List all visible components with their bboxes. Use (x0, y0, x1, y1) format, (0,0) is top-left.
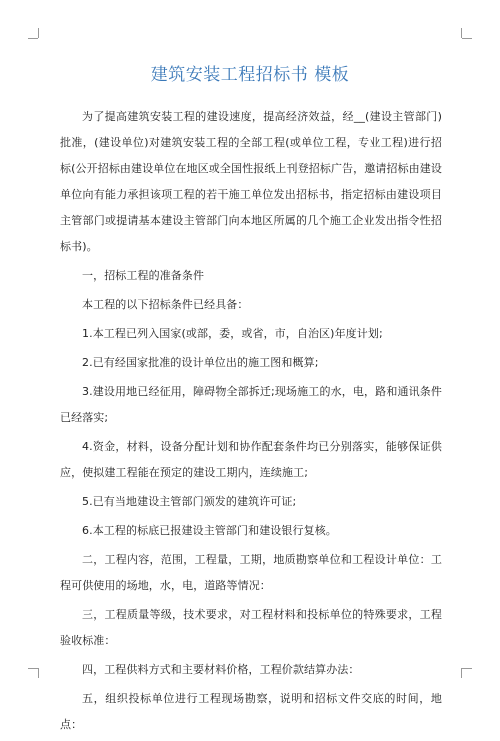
section-heading-1: 一，招标工程的准备条件 (82, 269, 205, 282)
crop-mark-bottom-right-v (461, 668, 462, 678)
list-item: 4.资金，材料，设备分配计划和协作配套条件均已分别落实，能够保证供应，使拟建工程能在预定的建设工期内，连续施工; (60, 440, 442, 479)
list-item: 2.已有经国家批准的设计单位出的施工图和概算; (82, 356, 319, 369)
section-heading-2: 二，工程内容，范围，工程量，工期，地质勘察单位和工程设计单位：工程可供使用的场地，水，电，道路等情况： (60, 553, 442, 592)
paragraph: 本工程的以下招标条件已经具备： (82, 298, 249, 311)
document-title: 建筑安装工程招标书 模板 (150, 65, 350, 85)
section-heading-5: 五，组织投标单位进行工程现场勘察，说明和招标文件交底的时间，地点： (60, 692, 442, 731)
crop-mark-bottom-left-h (28, 668, 38, 669)
section-heading-4: 四，工程供料方式和主要材料价格，工程价款结算办法： (82, 663, 360, 676)
list-item: 3.建设用地已经征用，障碍物全部拆迁;现场施工的水，电，路和通讯条件已经落实; (60, 385, 442, 424)
crop-mark-bottom-right-h (462, 668, 472, 669)
crop-mark-top-right-v (461, 28, 462, 38)
section-heading-3: 三，工程质量等级，技术要求，对工程材料和投标单位的特殊要求，工程验收标准： (60, 608, 442, 647)
crop-mark-bottom-left-v (38, 668, 39, 678)
list-item: 1.本工程已列入国家(或部，委，或省，市，自治区)年度计划; (82, 327, 383, 340)
list-item: 6.本工程的标底已报建设主管部门和建设银行复核。 (82, 524, 337, 537)
paragraph-intro: 为了提高建筑安装工程的建设速度，提高经济效益，经__(建设主管部门)批准，(建设单位)对建筑安装工程的全部工程(或单位工程，专业工程)进行招标(公开招标由建设单位在地区或全国性报纸上刊登招标广告，邀请招标由建设单位向有能力承担该项工程的若干施工单位发出招标书，指定招标由建设项目主管部门或提请基本建设主管部门向本地区所属的几个施工企业发出指令性招标书)。 (60, 110, 442, 253)
crop-mark-top-right-h (462, 38, 472, 39)
crop-mark-top-left-v (38, 28, 39, 38)
list-item: 5.已有当地建设主管部门颁发的建筑许可证; (82, 495, 297, 508)
document-body (60, 104, 442, 741)
crop-mark-top-left-h (28, 38, 38, 39)
